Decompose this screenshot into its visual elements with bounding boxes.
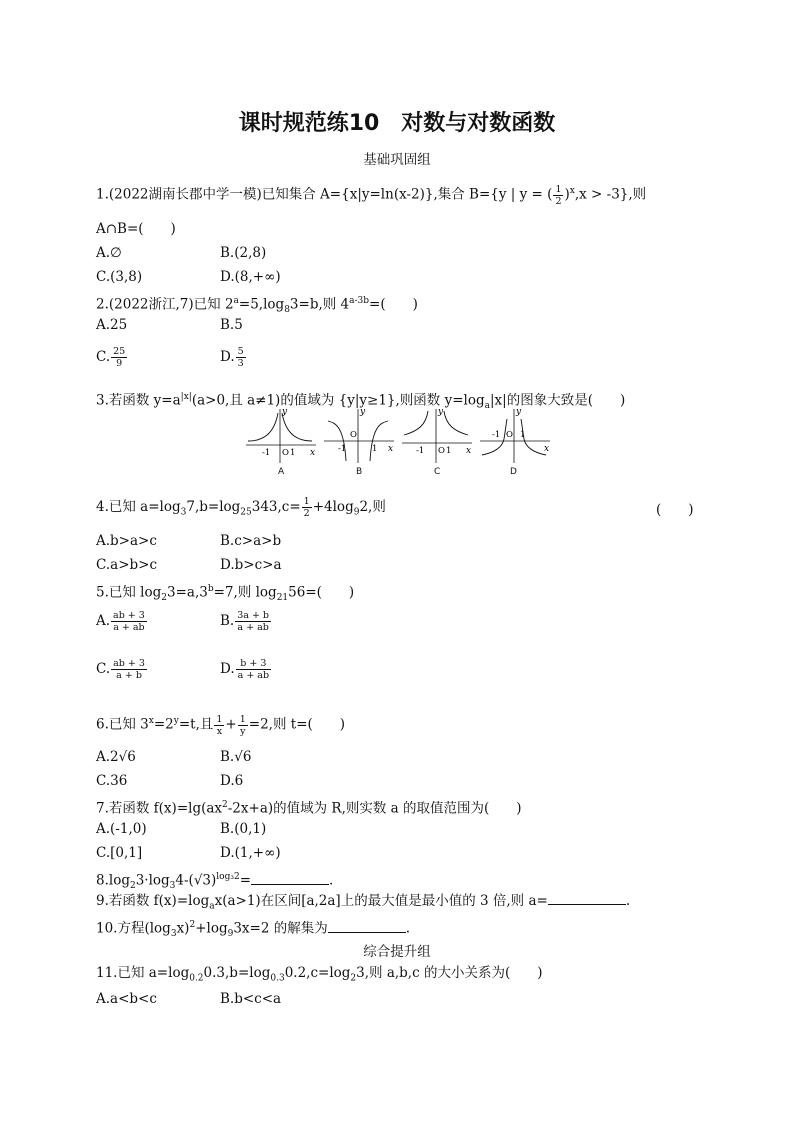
question-9-stem: 9.若函数 $f(x)=\log_ax(a>1)$在区间[a,2a]上的最大值是最小值的 3 倍,则 a= . <box>96 893 631 912</box>
q4-option-b: B.c>a>b <box>220 533 282 549</box>
axis-y-label: y <box>438 407 444 417</box>
axis-y-label: y <box>516 407 522 417</box>
q6-option-a: A.2√6 <box>96 749 136 765</box>
question-4-stem: 4.已知 $a=\log_37,b=\log_{25}343,c=$ $\frac{1}{2}$ $+4\log_92$,则 <box>96 496 386 519</box>
q1-option-b: B.(2,8) <box>220 245 267 261</box>
q4-answer-paren: ( ) <box>656 502 694 518</box>
graph-b <box>322 405 398 465</box>
tick-one: 1 <box>372 444 378 454</box>
graph-a <box>244 405 320 465</box>
answer-blank[interactable] <box>548 892 626 905</box>
axis-x-label: x <box>310 448 316 458</box>
question-2-stem: 2.(2022浙江,7)已知 $2^a=5,\log_83=b$,则 $4^{a-3b}=$( ) <box>96 296 418 316</box>
axis-x-label: x <box>466 446 472 456</box>
q11-option-b: B.b<c<a <box>220 991 282 1007</box>
question-3-stem: 3.若函数 $y=a^{|x|}(a>0$,且 a≠1)的值域为 {y|y≥1},则函数 $y=\log_a|x|$的图象大致是( ) <box>96 392 626 412</box>
q7-option-c: C.[0,1] <box>96 845 143 861</box>
question-5-stem: 5.已知 $\log_23=a,3^b=7$,则 $\log_{21}56=$( ) <box>96 584 355 604</box>
q6-option-d: D.6 <box>220 773 244 789</box>
page-title: 课时规范练10 对数与对数函数 <box>238 111 556 136</box>
q1-option-d: D.(8,+∞) <box>220 269 281 285</box>
tick-one: 1 <box>520 430 526 440</box>
q5-option-d: D. $\frac{b + 3}{a + ab}$ <box>220 658 270 681</box>
q1-option-a: A.∅ <box>96 245 122 261</box>
graph-d <box>478 405 554 465</box>
axis-y-label: y <box>360 407 366 417</box>
question-7-stem: 7.若函数 $f(x)=\lg(ax^2-2x+a)$的值域为 R,则实数 a 的取值范围为( ) <box>96 800 522 817</box>
q1-option-c: C.(3,8) <box>96 269 143 285</box>
q2-option-d: D. $\frac{5}{3}$ <box>220 346 244 369</box>
tick-neg-one: -1 <box>416 446 425 456</box>
question-10-stem: 10.方程$(\log_3x)^2+\log_93x=2$ 的解集为 . <box>96 920 411 940</box>
tick-neg-one: -1 <box>338 444 347 454</box>
q5-option-c: C. $\frac{ab + 3}{a + b}$ <box>96 658 145 681</box>
axis-y-label: y <box>282 407 288 417</box>
graph-c <box>400 405 476 465</box>
tick-neg-one: -1 <box>262 448 271 458</box>
q2-option-b: B.5 <box>220 317 243 333</box>
origin-label: O <box>506 430 513 440</box>
origin-label: O <box>350 430 357 440</box>
graph-label-c: C <box>434 467 441 477</box>
tick-neg-one: -1 <box>492 430 501 440</box>
fraction: $\frac{1}{2}$ <box>555 183 562 207</box>
graph-label-b: B <box>356 467 363 477</box>
q2-option-a: A.25 <box>96 317 128 333</box>
question-11-stem: 11.已知 $a=\log_{0.2}0.3,b=\log_{0.3}0.2,c=\log_23$,则 a,b,c 的大小关系为( ) <box>96 965 543 984</box>
origin-label: O <box>282 448 289 458</box>
q11-option-a: A.a<b<c <box>96 991 157 1007</box>
origin-label: O <box>438 446 445 456</box>
answer-blank[interactable] <box>251 872 329 885</box>
q7-option-a: A.(-1,0) <box>96 821 147 837</box>
q4-option-c: C.a>b>c <box>96 557 158 573</box>
section-basic: 基础巩固组 <box>363 152 431 168</box>
section-advanced: 综合提升组 <box>363 944 431 960</box>
q6-option-b: B.√6 <box>220 749 252 765</box>
graph-label-a: A <box>278 467 285 477</box>
q6-option-c: C.36 <box>96 773 128 789</box>
q7-option-b: B.(0,1) <box>220 821 267 837</box>
q5-option-a: A. $\frac{ab + 3}{a + ab}$ <box>96 610 145 633</box>
q4-option-a: A.b>a>c <box>96 533 157 549</box>
question-1-answer-blank: A∩B=( ) <box>96 221 176 237</box>
answer-blank[interactable] <box>328 920 406 933</box>
axis-x-label: x <box>544 444 550 454</box>
q2-option-c: C. $\frac{25}{9}$ <box>96 346 126 369</box>
tick-one: 1 <box>446 446 452 456</box>
question-6-stem: 6.已知 $3^x=2^y=t$,且 $\frac{1}{x}$ + $\frac{1}{y}$ =2,则 t=( ) <box>96 713 346 737</box>
question-1-stem: 1.(2022湖南长郡中学一模)已知集合 A={x|y=ln(x-2)},集合 B={y | y = ( $\frac{1}{2}$ )$^x$,x > -3},则 <box>96 183 647 207</box>
q5-option-b: B. $\frac{3a + b}{a + ab}$ <box>220 610 270 633</box>
q7-option-d: D.(1,+∞) <box>220 845 281 861</box>
graph-label-d: D <box>510 467 517 477</box>
axis-x-label: x <box>388 444 394 454</box>
tick-one: 1 <box>290 448 296 458</box>
question-8-stem: $8.\log_23\cdot\log_34-(√3)^{log_32}=$ . <box>96 872 334 892</box>
q4-option-d: D.b>c>a <box>220 557 282 573</box>
